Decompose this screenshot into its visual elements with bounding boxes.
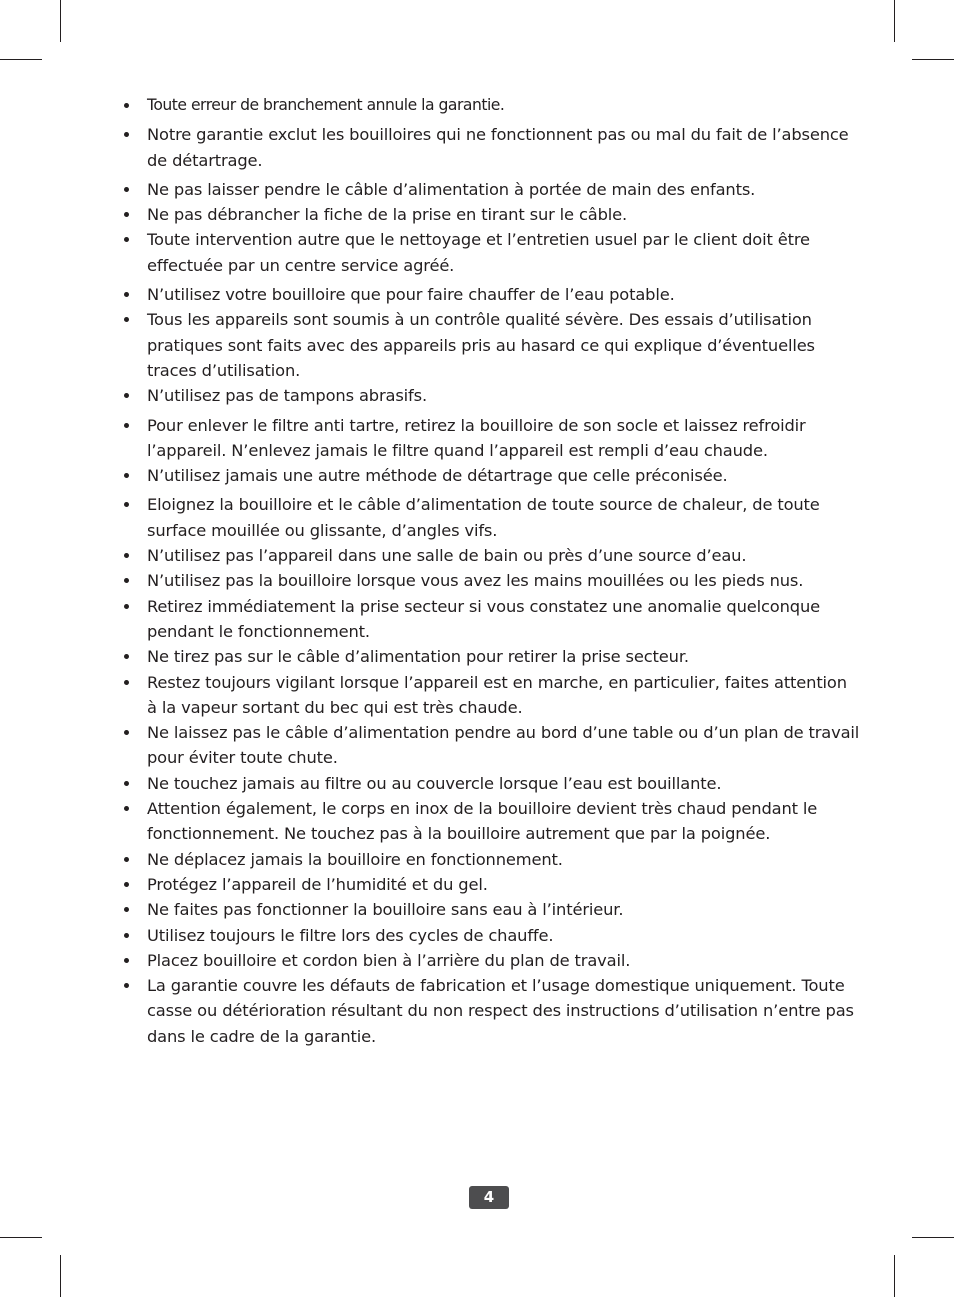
list-item: N’utilisez pas l’appareil dans une salle de bain ou près d’une source d’eau. <box>121 543 861 568</box>
crop-mark <box>60 0 61 42</box>
safety-instructions-list <box>121 93 861 1049</box>
list-item: Attention également, le corps en inox de la bouilloire devient très chaud pendant le fonctionnement. Ne touchez pas à la bouilloire autrement que par la poignée. <box>121 796 861 847</box>
list-item: Protégez l’appareil de l’humidité et du gel. <box>121 872 861 897</box>
list-item: Utilisez toujours le filtre lors des cycles de chauffe. <box>121 923 861 948</box>
crop-mark <box>0 59 42 60</box>
list-item: Ne tirez pas sur le câble d’alimentation pour retirer la prise secteur. <box>121 644 861 669</box>
list-item: Toute intervention autre que le nettoyage et l’entretien usuel par le client doit être effectuée par un centre service agréé. <box>121 227 861 278</box>
safety-instructions-section <box>121 93 861 1049</box>
list-item: Toute erreur de branchement annule la garantie. <box>121 93 861 118</box>
list-item: N’utilisez pas la bouilloire lorsque vous avez les mains mouillées ou les pieds nus. <box>121 568 861 593</box>
list-item: Eloignez la bouilloire et le câble d’alimentation de toute source de chaleur, de toute surface mouillée ou glissante, d’angles vifs. <box>121 492 861 543</box>
list-item: Pour enlever le filtre anti tartre, retirez la bouilloire de son socle et laissez refroidir l’appareil. N’enlevez jamais le filtre quand l’appareil est rempli d’eau chaude. <box>121 413 861 464</box>
crop-mark <box>894 0 895 42</box>
list-item: Retirez immédiatement la prise secteur si vous constatez une anomalie quelconque pendant le fonctionnement. <box>121 594 861 645</box>
crop-mark <box>60 1255 61 1297</box>
list-item: Ne pas laisser pendre le câble d’alimentation à portée de main des enfants. <box>121 177 861 202</box>
list-item: Restez toujours vigilant lorsque l’appareil est en marche, en particulier, faites attention à la vapeur sortant du bec qui est très chaude. <box>121 670 861 721</box>
crop-mark <box>912 1237 954 1238</box>
list-item: N’utilisez votre bouilloire que pour faire chauffer de l’eau potable. <box>121 282 861 307</box>
page-number-badge: 4 <box>469 1186 509 1209</box>
list-item: Tous les appareils sont soumis à un contrôle qualité sévère. Des essais d’utilisation pratiques sont faits avec des appareils pris au hasard ce qui explique d’éventuelles traces d’utilisation. <box>121 307 861 383</box>
list-item: Ne touchez jamais au filtre ou au couvercle lorsque l’eau est bouillante. <box>121 771 861 796</box>
list-item: Ne laissez pas le câble d’alimentation pendre au bord d’une table ou d’un plan de travail pour éviter toute chute. <box>121 720 861 771</box>
list-item: Ne faites pas fonctionner la bouilloire sans eau à l’intérieur. <box>121 897 861 922</box>
list-item: Placez bouilloire et cordon bien à l’arrière du plan de travail. <box>121 948 861 973</box>
list-item: Ne déplacez jamais la bouilloire en fonctionnement. <box>121 847 861 872</box>
crop-mark <box>894 1255 895 1297</box>
list-item: N’utilisez jamais une autre méthode de détartrage que celle préconisée. <box>121 463 861 488</box>
list-item: La garantie couvre les défauts de fabrication et l’usage domestique uniquement. Toute casse ou détérioration résultant du non respect des instructions d’utilisation n’entre pas dans le cadre de la garantie. <box>121 973 861 1049</box>
crop-mark <box>0 1237 42 1238</box>
crop-mark <box>912 59 954 60</box>
list-item: Notre garantie exclut les bouilloires qui ne fonctionnent pas ou mal du fait de l’absence de détartrage. <box>121 122 861 173</box>
list-item: Ne pas débrancher la fiche de la prise en tirant sur le câble. <box>121 202 861 227</box>
list-item: N’utilisez pas de tampons abrasifs. <box>121 383 861 408</box>
